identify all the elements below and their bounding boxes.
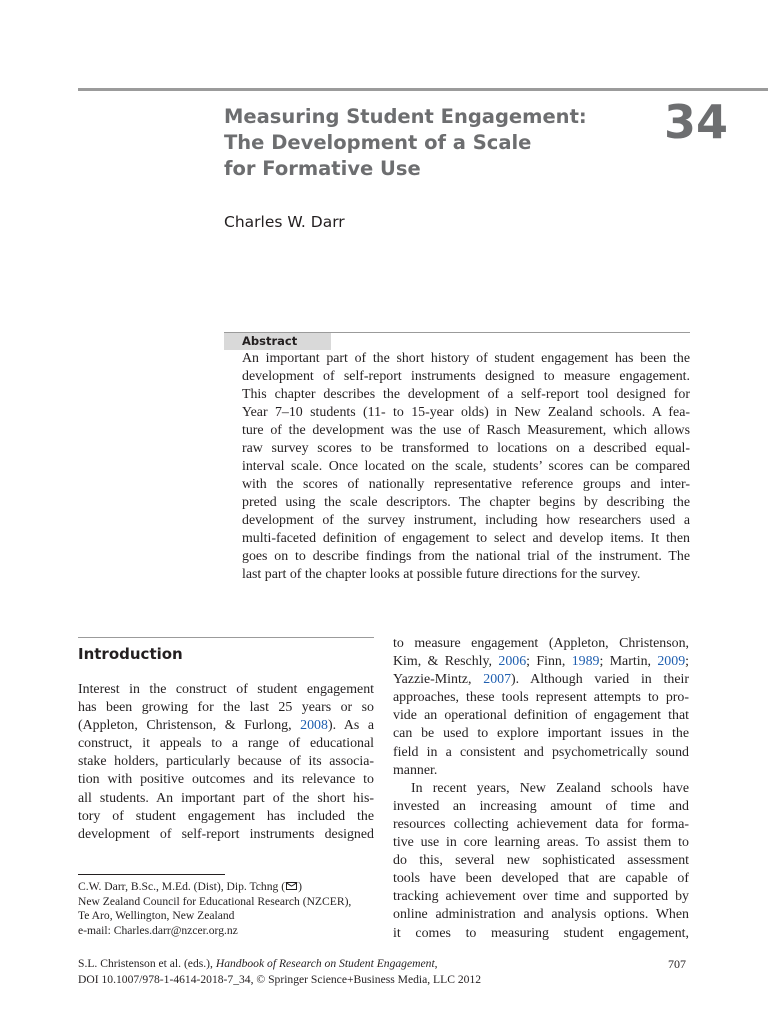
text-run: S.L. Christenson et al. (eds.), [78,957,216,970]
chapter-number: 34 [664,95,729,149]
body-line [78,717,374,735]
abstract-line: ture of the development was the use of Rasch Measurement, which allows [242,423,690,438]
body-line: resources collecting achievement data for forma- [393,816,689,832]
body-line [393,671,689,689]
body-line: tory of student engagement has included the [78,808,374,824]
left-column-text [78,681,374,844]
body-line: all students. An important part of the short his- [78,790,374,806]
body-line: tools have been developed that are capable of [393,871,689,887]
source-citation [78,956,598,988]
text-run: , [434,957,438,970]
text-run: ; Finn, [526,654,572,670]
abstract-line: An important part of the short history of student engagement has been the [242,351,690,366]
footnote-rule [78,874,225,875]
body-line: Interest in the construct of student engagement [78,682,374,697]
citation-link[interactable]: 2006 [498,654,527,670]
text-run: (Appleton, Christenson, & Furlong, [78,718,301,734]
abstract-line: multi-faceted definition of engagement to select and develop items. It then [242,531,690,546]
body-line: tive use in core learning areas. To assist them to [393,835,689,851]
text-run: C.W. Darr, B.Sc., M.Ed. (Dist), Dip. Tchng ( [78,880,286,893]
body-line: online administration and analysis options. When [393,907,689,923]
footnote-email[interactable]: e-mail: Charles.darr@nzcer.org.nz [78,923,238,937]
text-run: ) [298,880,302,893]
right-column-text [393,635,689,943]
abstract-line: Year 7–10 students (11- to 15-year olds) in New Zealand schools. A fea- [242,405,690,420]
body-line: development of self-report instruments designed [78,826,374,842]
citation-link[interactable]: 2008 [300,718,328,734]
text-run: ). As a [327,718,374,734]
abstract-line: preted using the scale descriptors. The chapter begins by describing the [242,495,690,510]
citation-link[interactable]: 1989 [571,654,600,670]
handbook-title: Handbook of Research on Student Engagement [215,957,435,970]
body-line: In recent years, New Zealand schools have [411,780,689,796]
chapter-author: Charles W. Darr [224,213,345,231]
chapter-title [224,104,644,182]
chapter-title-line: Measuring Student Engagement: [224,105,587,128]
body-line: can be used to explore important issues in the [393,726,689,742]
body-line: tion with positive outcomes and its relevance to [78,772,374,788]
abstract-label: Abstract [242,334,298,348]
section-rule [78,637,374,638]
body-line: do this, several new sophisticated assessment [393,853,689,869]
abstract-line: goes on to describe findings from the national trial of the instrument. The [242,549,690,564]
abstract-line: development of the survey instrument, including how researchers used a [242,513,690,528]
body-line: construct, it appeals to a range of educational [78,736,374,752]
header-rule [78,88,768,91]
body-line: vide an operational definition of engagement that [393,708,689,724]
text-run: ; Martin, [599,654,658,670]
body-line: has been growing for the last 25 years or so [78,700,374,716]
body-line: manner. [393,762,438,778]
abstract-line: with the scores of nationally representative reference groups and inter- [242,477,690,492]
text-run: Yazzie-Mintz, [393,672,484,688]
body-line: approaches, these tools represent attempts to pro- [393,690,689,706]
body-line: stake holders, particularly because of its associa- [78,754,374,770]
chapter-title-line: The Development of a Scale [224,131,532,154]
body-line: to measure engagement (Appleton, Christenson, [393,636,689,651]
footnote-line: Te Aro, Wellington, New Zealand [78,909,235,923]
citation-link[interactable]: 2009 [657,654,686,670]
abstract-line: raw survey scores to be transformed to locations on a described equal- [242,441,690,456]
body-line: tracking achievement over time and supported by [393,889,689,905]
footnote-line [78,880,378,895]
text-run: ; [685,654,689,670]
footnote-line: New Zealand Council for Educational Research (NZCER), [78,894,352,908]
text-run: Kim, & Reschly, [393,654,499,670]
author-footnote [78,880,378,938]
abstract-line: development of self-report instruments designed to measure engagement. [242,369,690,384]
page-number: 707 [668,957,686,971]
text-run: ). Although varied in their [511,672,689,688]
body-line: field in a consistent and psychometrically sound [393,744,689,760]
abstract-body [242,350,690,584]
section-heading-introduction: Introduction [78,645,183,663]
source-line [78,956,598,972]
citation-link[interactable]: 2007 [483,672,512,688]
chapter-title-line: for Formative Use [224,157,421,180]
envelope-icon [286,882,297,890]
abstract-line: This chapter describes the development of a self-report tool designed for [242,387,690,402]
body-line: invested an increasing amount of time and [393,798,689,814]
abstract-line: interval scale. Once located on the scale, students’ scores can be compared [242,459,690,474]
body-line [393,653,689,671]
source-line: DOI 10.1007/978-1-4614-2018-7_34, © Springer Science+Business Media, LLC 2012 [78,973,482,986]
body-line: it comes to measuring student engagement, [393,925,689,941]
abstract-line: last part of the chapter looks at possible future directions for the survey. [242,567,641,582]
